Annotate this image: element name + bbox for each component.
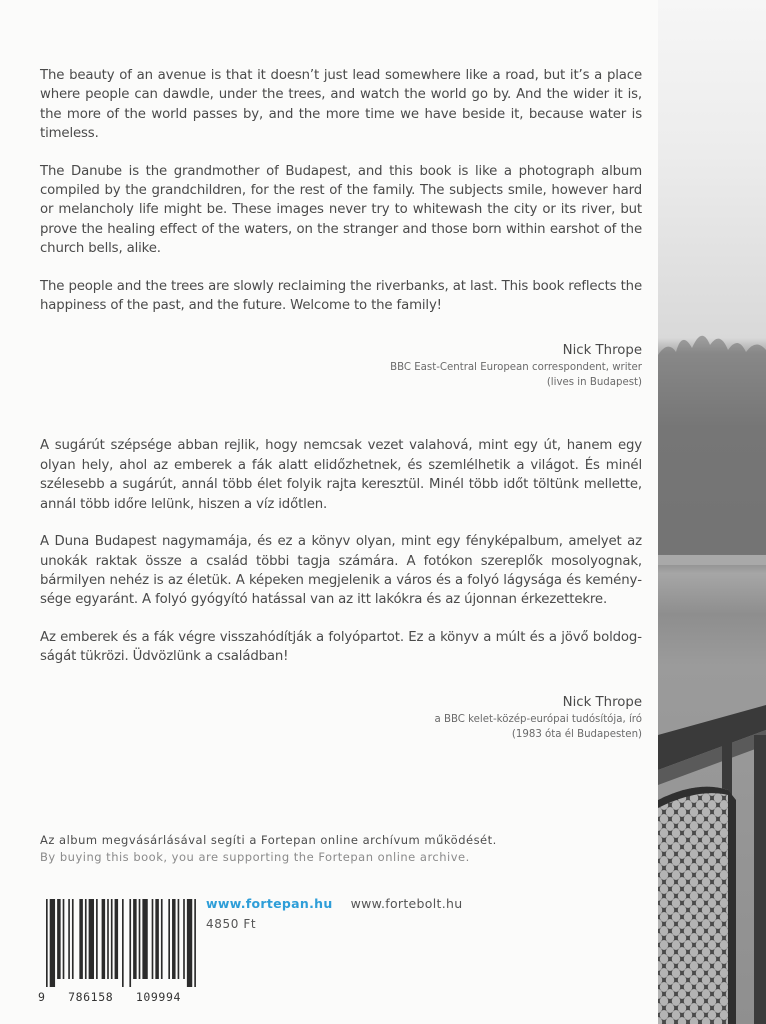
author-name: Nick Thrope bbox=[562, 694, 642, 710]
barcode-bar bbox=[172, 899, 176, 979]
barcode-bar bbox=[155, 899, 159, 979]
barcode-bar bbox=[161, 899, 163, 979]
isbn-barcode-icon bbox=[46, 899, 198, 987]
signature bbox=[40, 693, 642, 742]
isbn-lead-digit: 9 bbox=[38, 990, 46, 1004]
barcode-bar bbox=[102, 899, 106, 979]
riverside-railing-photo bbox=[658, 0, 766, 1024]
river-bank bbox=[658, 555, 766, 565]
barcode-bar bbox=[115, 899, 119, 979]
english-foreword bbox=[40, 66, 642, 390]
support-note bbox=[40, 832, 497, 866]
author-note: (1983 óta él Budapesten) bbox=[511, 728, 642, 740]
back-cover-text bbox=[40, 66, 642, 742]
barcode-bar bbox=[129, 899, 131, 987]
isbn-digits bbox=[38, 990, 181, 1004]
paragraph: The Danube is the grandmother of Budapest, and this book is like a photograph album compiled by the grandchildren, for the rest of the family. The subjects smile, however hard or melancholy life might be. These images never try to whitewash the city or its river, but prove the healing effect of the waters, on the stranger and those born within earshot of the church bells, alike. bbox=[40, 163, 642, 257]
paragraph: The people and the trees are slowly reclaiming the riverbanks, at last. This book reflects the happiness of the past, and the future. Welcome to the family! bbox=[40, 278, 642, 314]
fortepan-link[interactable]: www.fortepan.hu bbox=[206, 896, 333, 911]
barcode-bar bbox=[152, 899, 154, 979]
barcode-bar bbox=[85, 899, 87, 979]
author-name: Nick Thrope bbox=[562, 343, 642, 359]
fortebolt-link[interactable]: www.fortebolt.hu bbox=[350, 896, 463, 911]
barcode-bar bbox=[111, 899, 113, 979]
paragraph: A sugárút szépsége abban rejlik, hogy nemcsak vezet valahová, mint egy út, hanem egy olyan hely, ahol az emberek a fák alatt elidőzhetnek, és szemlélhetik a világot. És minél szélesebb a sugárút, annál több élet folyik rajta keresztül. Minél több időt töltünk mellette, annál több időre lelünk, hiszen a víz időtlen. bbox=[40, 438, 642, 512]
barcode-bar bbox=[187, 899, 192, 987]
paragraph: The beauty of an avenue is that it doesn’t just lead somewhere like a road, but it’s a place where people can dawdle, under the trees, and watch the world go by. And the wider it is, the more of the world passes by, and the more time we have beside it, because water is timeless. bbox=[40, 68, 642, 142]
support-note-en: By buying this book, you are supporting the Fortepan online archive. bbox=[40, 850, 470, 864]
barcode-bar bbox=[68, 899, 70, 979]
barcode-bar bbox=[107, 899, 109, 979]
barcode-bar bbox=[133, 899, 137, 979]
signature bbox=[40, 341, 642, 390]
paragraph: Az emberek és a fák végre visszahódítják a folyópartot. Ez a könyv a múlt és a jövő boldogságát tükrözi. Üdvözlünk a családban! bbox=[40, 629, 642, 665]
websites bbox=[206, 896, 462, 911]
barcode-bar bbox=[46, 899, 48, 987]
barcode-bar bbox=[139, 899, 141, 979]
author-role: a BBC kelet-közép-európai tudósítója, író bbox=[434, 713, 642, 725]
barcode-bar bbox=[96, 899, 98, 979]
price: 4850 Ft bbox=[206, 917, 257, 931]
barcode-bar bbox=[50, 899, 55, 987]
author-role: BBC East-Central European correspondent, writer bbox=[390, 362, 642, 374]
barcode-bar bbox=[79, 899, 83, 979]
tree-line bbox=[658, 336, 766, 560]
barcode-bar bbox=[168, 899, 170, 979]
barcode-bar bbox=[122, 899, 124, 987]
barcode-bar bbox=[72, 899, 74, 979]
hungarian-foreword bbox=[40, 436, 642, 741]
railing-mesh bbox=[658, 787, 728, 1024]
paragraph: A Duna Budapest nagymamája, és ez a könyv olyan, mint egy fényképalbum, amelyet az unokák raktak össze a család többi tagja számára. A fotókon szereplők mosolyognak, bármilyen nehéz is az életük. A képeken megjelenik a város és a folyó lágysága és keménysége egyaránt. A folyó gyógyító hatással van az itt lakókra és az újonnan érkezettekre. bbox=[40, 534, 642, 608]
barcode-bar bbox=[194, 899, 196, 987]
barcode-bar bbox=[57, 899, 61, 979]
isbn-group-2: 109994 bbox=[135, 990, 181, 1004]
barcode-bar bbox=[183, 899, 185, 979]
barcode-bar bbox=[178, 899, 180, 979]
barcode-bar bbox=[63, 899, 65, 979]
barcode-bar bbox=[142, 899, 147, 979]
isbn-group-1: 786158 bbox=[68, 990, 114, 1004]
support-note-hu: Az album megvásárlásával segíti a Fortepan online archívum működését. bbox=[40, 833, 497, 847]
barcode-bar bbox=[89, 899, 94, 979]
author-note: (lives in Budapest) bbox=[546, 377, 642, 389]
